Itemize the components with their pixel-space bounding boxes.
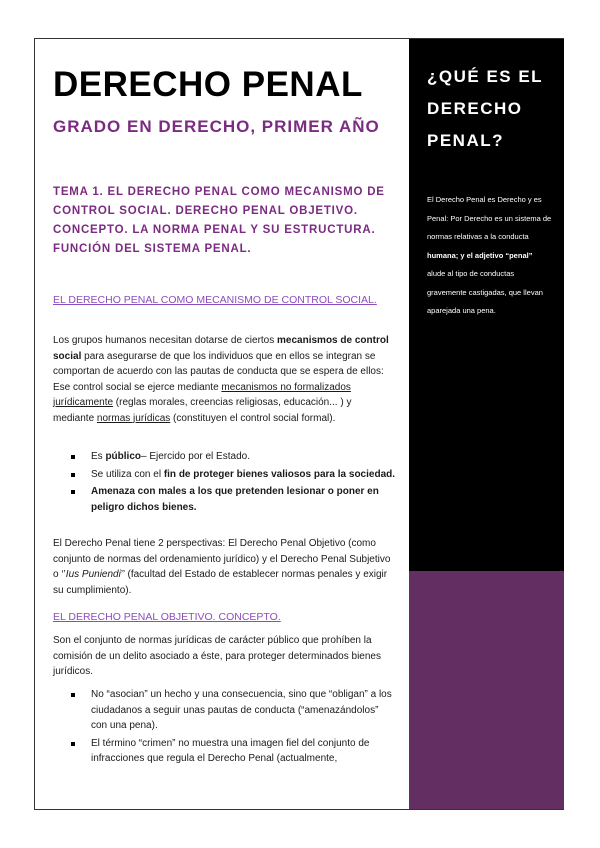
sidebar-title: ¿QUÉ ES EL DERECHO PENAL?: [427, 67, 543, 150]
sidebar-purple-panel: [409, 571, 564, 809]
list-item: Amenaza con males a los que pretenden lesionar o poner en peligro dichos bienes.: [91, 484, 395, 515]
list-item: Es público– Ejercido por el Estado.: [91, 449, 395, 465]
paragraph-concepto: Son el conjunto de normas jurídicas de carácter público que prohíben la comisión de un delito asociado a éste, para proteger determinados bienes jurídicos.: [53, 635, 381, 677]
section-heading-control-social: EL DERECHO PENAL COMO MECANISMO DE CONTROL SOCIAL.: [53, 294, 377, 306]
sidebar-black-panel: [409, 39, 564, 571]
document-subtitle: GRADO EN DERECHO, PRIMER AÑO: [53, 117, 380, 136]
list-item: El término “crimen” no muestra una imagen fiel del conjunto de infracciones que regula el Derecho Penal (actualmente,: [91, 736, 395, 767]
main-column: [35, 39, 409, 809]
paragraph-perspectives: El Derecho Penal tiene 2 perspectivas: El Derecho Penal Objetivo (como conjunto de normas del ordenamiento jurídico) y el Derecho Penal Subjetivo o ‘’Ius Puniendi’’ (facultad del Estado de establecer normas penales y exigir su cumplimiento).: [53, 538, 391, 596]
section-heading-derecho-objetivo: EL DERECHO PENAL OBJETIVO. CONCEPTO.: [53, 611, 281, 623]
topic-heading: TEMA 1. EL DERECHO PENAL COMO MECANISMO DE CONTROL SOCIAL. DERECHO PENAL OBJETIVO. CONCEPTO. LA NORMA PENAL Y SU ESTRUCTURA. FUNCIÓN DEL SISTEMA PENAL.: [53, 186, 385, 255]
sidebar-text: El Derecho Penal es Derecho y es Penal: Por Derecho es un sistema de normas relativas a la conducta humana; y el adjetivo “penal” alude al tipo de conductas gravemente castigadas, que llevan aparejada una pena.: [427, 195, 552, 315]
sidebar: [409, 39, 564, 809]
paragraph-control-social: Los grupos humanos necesitan dotarse de ciertos mecanismos de control social para asegurarse de que los individuos que en ellos se integran se comportan de acuerdo con las pautas de conducta que se espera de ellos: Ese control social se ejerce mediante mecanismos no formalizados jurídicamente (reglas morales, creencias religiosas, educación... ) y mediante normas jurídicas (constituyen el control social formal).: [53, 335, 389, 424]
list-item: Se utiliza con el fin de proteger bienes valiosos para la sociedad.: [91, 467, 395, 483]
list-item: No “asocian” un hecho y una consecuencia, sino que “obligan” a los ciudadanos a seguir unas pautas de conducta (“amenazándolos” con una pena).: [91, 687, 395, 734]
document-page: [34, 38, 564, 810]
bullet-list-concepto: [53, 687, 395, 769]
bullet-list-characteristics: [53, 449, 395, 517]
document-title: DERECHO PENAL: [53, 65, 363, 104]
